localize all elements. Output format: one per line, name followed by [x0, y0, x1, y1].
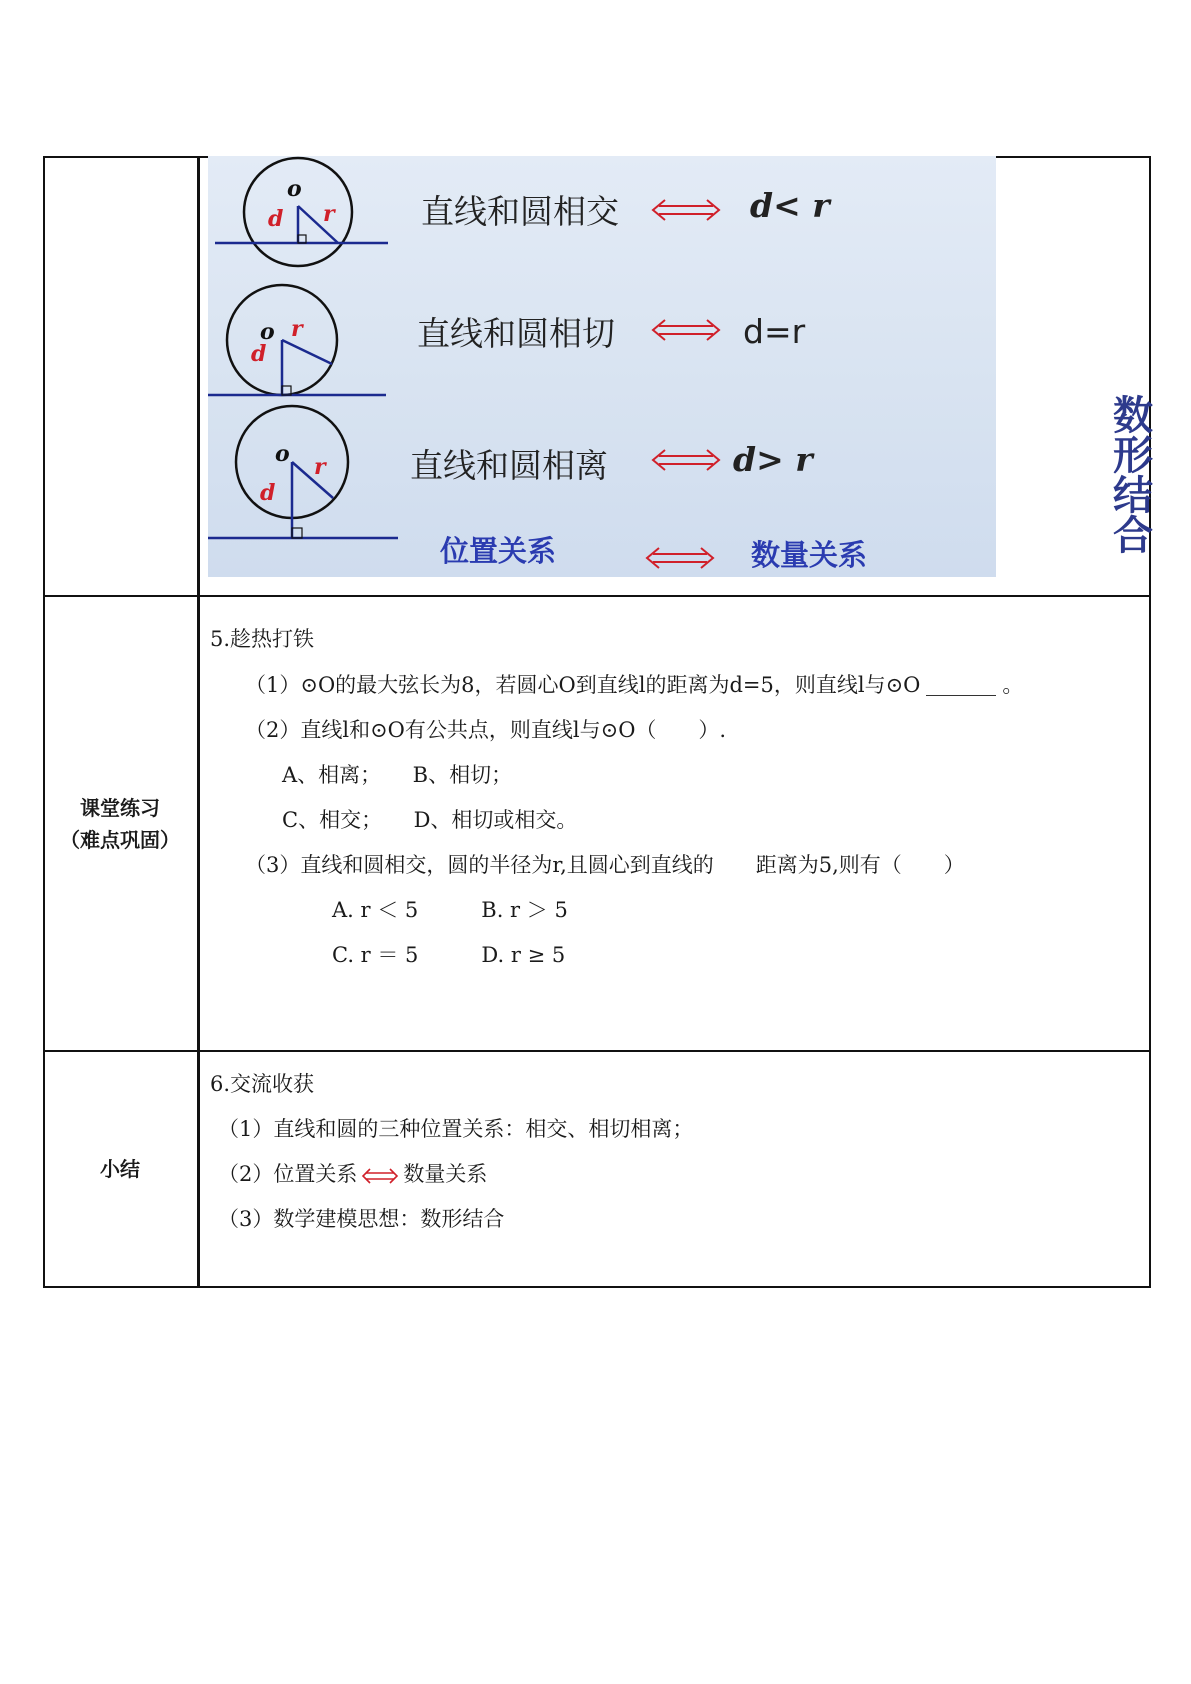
- summary-label: 小结: [100, 1157, 140, 1181]
- quantity-relation-label: 数量关系: [751, 538, 868, 572]
- practice-label-line2: （难点巩固）: [60, 827, 180, 852]
- practice-label-line1: 课堂练习: [80, 795, 160, 820]
- center-label: o: [287, 176, 302, 202]
- radius-label: r: [291, 316, 303, 342]
- question-2: （2）直线l和⊙O有公共点，则直线l与⊙O（ ）.: [245, 718, 727, 742]
- summary-item-3: （3）数学建模思想：数形结合: [218, 1207, 505, 1231]
- formula-separate: d> r: [733, 440, 813, 479]
- question-1-text: （1）⊙O的最大弦长为8，若圆心O到直线l的距离为d=5，则直线l与⊙O: [245, 673, 921, 697]
- double-arrow-icon: [653, 320, 719, 340]
- center-label: o: [275, 441, 290, 467]
- relation-intersect: 直线和圆相交: [421, 192, 619, 231]
- line-circle-relation-figure: [208, 156, 1153, 577]
- question-1: [245, 663, 1023, 708]
- answer-blank: [926, 673, 996, 696]
- question-3: （3）直线和圆相交，圆的半径为r,且圆心到直线的 距离为5,则有（ ）: [245, 853, 965, 877]
- summary-item-2-left: （2）位置关系: [218, 1162, 358, 1186]
- double-arrow-icon: [653, 450, 719, 470]
- practice-title: 5.趁热打铁: [210, 627, 315, 651]
- side-caption: 数 形 结 合: [1113, 393, 1153, 559]
- question-2-options-ab: A、相离； B、相切；: [282, 763, 513, 787]
- position-relation-label: 位置关系: [440, 534, 557, 568]
- intersect-diagram: [215, 158, 388, 266]
- table-border-bottom: [43, 1286, 1151, 1288]
- summary-title: 6.交流收获: [210, 1072, 315, 1096]
- separate-diagram: [208, 406, 398, 538]
- double-arrow-icon: [653, 200, 719, 220]
- formula-tangent: d=r: [743, 312, 806, 351]
- relation-separate: 直线和圆相离: [410, 446, 608, 485]
- double-arrow-icon: [361, 1167, 399, 1185]
- formula-intersect: d< r: [750, 186, 830, 225]
- radius-label: r: [323, 201, 335, 227]
- radius-label: r: [314, 454, 326, 480]
- row-divider: [43, 595, 1151, 597]
- double-arrow-icon: [647, 548, 713, 568]
- distance-label: d: [251, 341, 267, 367]
- summary-item-2-right: 数量关系: [403, 1162, 488, 1186]
- summary-item-2: [218, 1152, 487, 1197]
- practice-label-cell: [43, 597, 197, 1050]
- question-3-options-cd: C. r ＝ 5 D. r ≥ 5: [332, 943, 566, 967]
- summary-item-1: （1）直线和圆的三种位置关系：相交、相切相离；: [218, 1117, 694, 1141]
- question-2-options-cd: C、相交； D、相切或相交。: [282, 808, 578, 832]
- table-border-right: [1149, 156, 1151, 1288]
- relation-tangent: 直线和圆相切: [417, 314, 615, 353]
- distance-label: d: [260, 480, 276, 506]
- column-divider: [197, 156, 200, 1288]
- distance-label: d: [268, 206, 284, 232]
- summary-label-cell: [43, 1052, 197, 1286]
- question-3-options-ab: A. r ＜ 5 B. r ＞ 5: [332, 898, 568, 922]
- question-1-end: 。: [1002, 673, 1024, 697]
- center-label: o: [260, 319, 275, 345]
- row-divider: [43, 1050, 1151, 1052]
